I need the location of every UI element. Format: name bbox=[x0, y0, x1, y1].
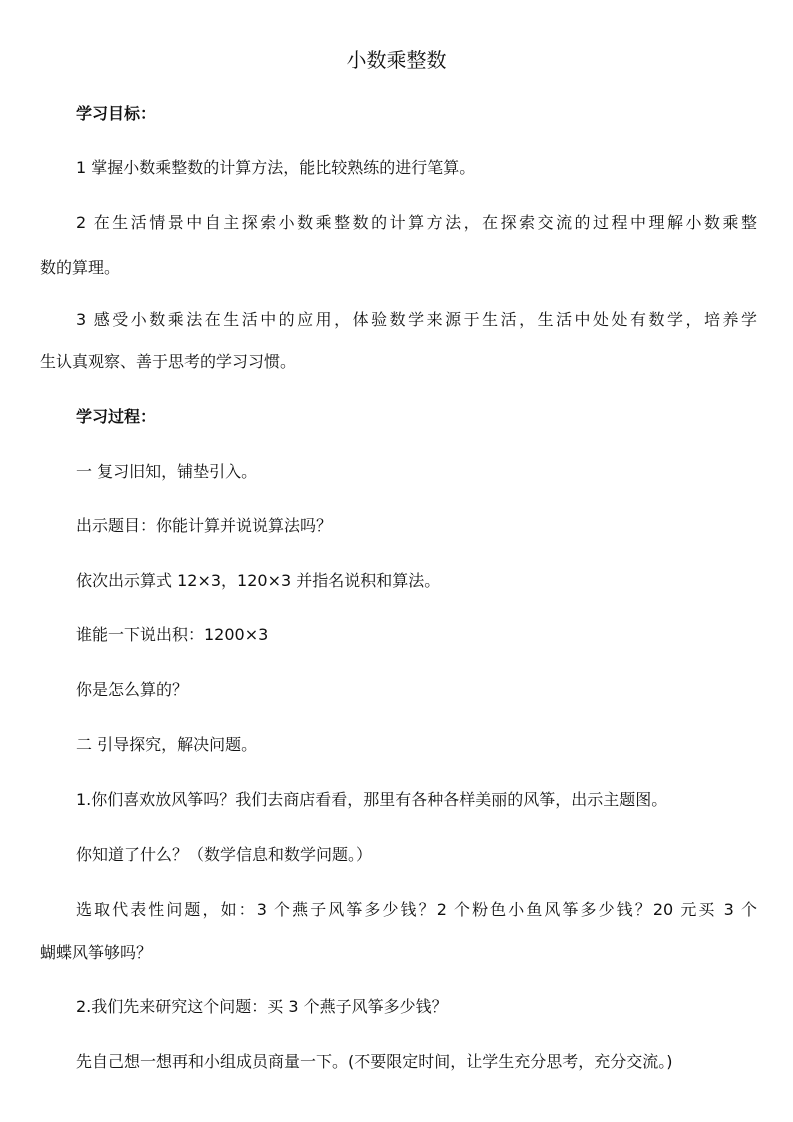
question-2: 2.我们先来研究这个问题：买 3 个燕子风筝多少钱？ bbox=[76, 997, 448, 1016]
question-1: 1.你们喜欢放风筝吗？我们去商店看看，那里有各种各样美丽的风筝，出示主题图。 bbox=[76, 790, 668, 809]
goal-1: 1 掌握小数乘整数的计算方法，能比较熟练的进行笔算。 bbox=[76, 158, 476, 177]
select-line-2: 蝴蝶风筝够吗？ bbox=[40, 943, 153, 962]
how-question: 你是怎么算的？ bbox=[76, 680, 189, 699]
goals-heading: 学习目标： bbox=[76, 104, 157, 123]
step-2: 二 引导探究，解决问题。 bbox=[76, 735, 258, 754]
page-title: 小数乘整数 bbox=[346, 48, 447, 72]
goal-2-line-1: 2 在生活情景中自主探索小数乘整数的计算方法，在探索交流的过程中理解小数乘整 bbox=[76, 213, 757, 232]
select-line-1: 选取代表性问题，如：3 个燕子风筝多少钱？2 个粉色小鱼风筝多少钱？20 元买 3 个 bbox=[76, 900, 757, 919]
show-formula: 依次出示算式 12×3，120×3 并指名说积和算法。 bbox=[76, 571, 441, 590]
who-can: 谁能一下说出积：1200×3 bbox=[76, 625, 269, 644]
know-question: 你知道了什么？（数学信息和数学问题。） bbox=[76, 845, 373, 864]
think-instruction: 先自己想一想再和小组成员商量一下。(不要限定时间，让学生充分思考，充分交流。) bbox=[76, 1052, 673, 1071]
goal-3-line-2: 生认真观察、善于思考的学习习惯。 bbox=[40, 352, 297, 371]
show-question: 出示题目：你能计算并说说算法吗？ bbox=[76, 516, 333, 535]
goal-2-line-2: 数的算理。 bbox=[40, 258, 121, 277]
goal-3-line-1: 3 感受小数乘法在生活中的应用，体验数学来源于生活，生活中处处有数学，培养学 bbox=[76, 310, 757, 329]
process-heading: 学习过程： bbox=[76, 407, 157, 426]
step-1: 一 复习旧知，铺垫引入。 bbox=[76, 462, 258, 481]
